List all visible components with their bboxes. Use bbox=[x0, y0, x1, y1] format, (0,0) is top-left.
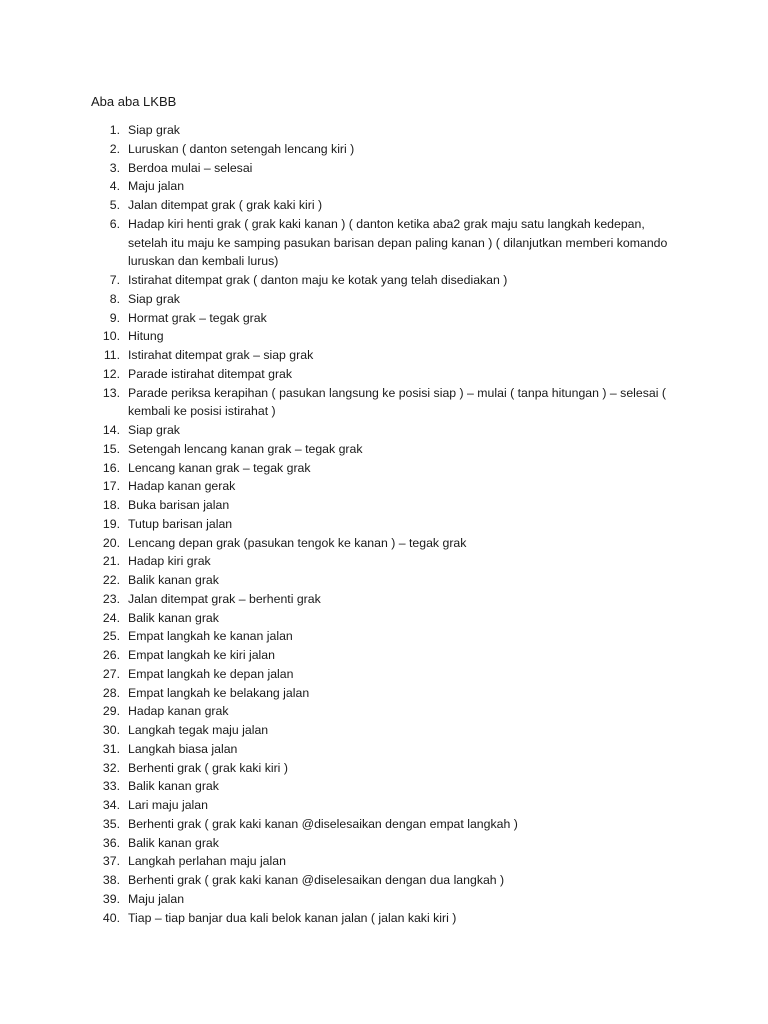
list-item-number: 30. bbox=[102, 723, 120, 737]
list-item-text: Hitung bbox=[128, 329, 164, 344]
list-item-number: 37. bbox=[102, 854, 120, 869]
list-item-number: 39. bbox=[102, 891, 120, 906]
list-item-number: 14. bbox=[102, 423, 120, 437]
list-item-number: 13. bbox=[102, 385, 120, 400]
command-list bbox=[0, 121, 768, 927]
list-item bbox=[0, 159, 768, 178]
list-item-text: Istirahat ditempat grak ( danton maju ke kotak yang telah disediakan ) bbox=[128, 273, 508, 287]
document-title: Aba aba LKBB bbox=[91, 94, 177, 109]
list-item-number: 19. bbox=[102, 516, 120, 531]
list-item-number: 24. bbox=[102, 610, 120, 625]
list-item-number: 31. bbox=[102, 741, 120, 756]
list-item-number: 21. bbox=[102, 554, 120, 569]
list-item-text: Siap grak bbox=[128, 423, 180, 437]
list-item-number: 3. bbox=[109, 160, 120, 175]
list-item bbox=[0, 871, 768, 890]
list-item bbox=[0, 834, 768, 853]
list-item-text: Siap grak bbox=[128, 291, 180, 306]
list-item bbox=[0, 534, 768, 553]
list-item bbox=[0, 759, 768, 778]
list-item-text: Tutup barisan jalan bbox=[128, 516, 233, 531]
list-item bbox=[0, 271, 768, 290]
list-item-number: 5. bbox=[109, 198, 120, 212]
list-item-number: 4. bbox=[109, 179, 120, 194]
list-item-number: 34. bbox=[102, 798, 120, 812]
list-item-text: Berdoa mulai – selesai bbox=[128, 160, 253, 175]
list-item-text: Balik kanan grak bbox=[128, 779, 219, 794]
list-item bbox=[0, 740, 768, 759]
list-item-number: 36. bbox=[102, 835, 120, 850]
list-item bbox=[0, 646, 768, 665]
list-item-text: Berhenti grak ( grak kaki kanan @diselesaikan dengan dua langkah ) bbox=[128, 873, 505, 887]
list-item-text: Balik kanan grak bbox=[128, 573, 219, 587]
list-item bbox=[0, 590, 768, 609]
list-item bbox=[0, 421, 768, 440]
list-item-text: Hormat grak – tegak grak bbox=[128, 310, 267, 325]
list-item bbox=[0, 665, 768, 684]
list-item-text: Hadap kiri grak bbox=[128, 554, 211, 569]
list-item-number: 7. bbox=[109, 273, 120, 287]
list-item-text: Istirahat ditempat grak – siap grak bbox=[128, 348, 314, 362]
list-item-text: Lencang depan grak (pasukan tengok ke kanan ) – tegak grak bbox=[128, 535, 467, 550]
list-item-text: Lari maju jalan bbox=[128, 798, 208, 812]
list-item bbox=[0, 571, 768, 590]
list-item-text: Empat langkah ke kiri jalan bbox=[128, 648, 275, 662]
list-item-number: 25. bbox=[102, 629, 120, 644]
list-item-number: 2. bbox=[109, 141, 120, 156]
list-item bbox=[0, 309, 768, 328]
list-item-text: Empat langkah ke kanan jalan bbox=[128, 629, 293, 644]
list-item-text: Buka barisan jalan bbox=[128, 498, 230, 512]
list-item-text: Setengah lencang kanan grak – tegak grak bbox=[128, 441, 363, 456]
list-item-number: 17. bbox=[102, 479, 120, 494]
list-item-number: 32. bbox=[102, 760, 120, 775]
list-item-text: Tiap – tiap banjar dua kali belok kanan jalan ( jalan kaki kiri ) bbox=[128, 910, 457, 925]
list-item-number: 8. bbox=[109, 291, 120, 306]
list-item bbox=[0, 327, 768, 346]
list-item-text: Parade periksa kerapihan ( pasukan langsung ke posisi siap ) – mulai ( tanpa hitungan ) – selesai ( kembali ke posisi istirahat ) bbox=[128, 385, 666, 419]
list-item bbox=[0, 852, 768, 871]
list-item-text: Langkah perlahan maju jalan bbox=[128, 854, 286, 869]
list-item-number: 38. bbox=[102, 873, 120, 887]
list-item bbox=[0, 440, 768, 459]
list-item bbox=[0, 346, 768, 365]
list-item-number: 16. bbox=[102, 460, 120, 475]
list-item-number: 29. bbox=[102, 704, 120, 719]
list-item bbox=[0, 552, 768, 571]
list-item-number: 9. bbox=[109, 310, 120, 325]
list-item-text: Jalan ditempat grak – berhenti grak bbox=[128, 591, 321, 606]
list-item bbox=[0, 196, 768, 215]
list-item-number: 22. bbox=[102, 573, 120, 587]
list-item-text: Langkah tegak maju jalan bbox=[128, 723, 269, 737]
list-item-number: 12. bbox=[102, 366, 120, 381]
list-item bbox=[0, 796, 768, 815]
list-item-text: Berhenti grak ( grak kaki kanan @diselesaikan dengan empat langkah ) bbox=[128, 816, 518, 831]
list-item-text: Hadap kanan grak bbox=[128, 704, 229, 719]
list-item-number: 10. bbox=[102, 329, 120, 344]
list-item-number: 26. bbox=[102, 648, 120, 662]
list-item bbox=[0, 815, 768, 834]
list-item-number: 15. bbox=[102, 441, 120, 456]
list-item-number: 20. bbox=[102, 535, 120, 550]
list-item-text: Luruskan ( danton setengah lencang kiri ) bbox=[128, 141, 355, 156]
list-item bbox=[0, 477, 768, 496]
list-item bbox=[0, 121, 768, 140]
list-item-number: 18. bbox=[102, 498, 120, 512]
list-item bbox=[0, 215, 768, 271]
list-item-text: Siap grak bbox=[128, 123, 180, 137]
list-item-number: 1. bbox=[109, 123, 120, 137]
list-item bbox=[0, 365, 768, 384]
list-item-text: Hadap kiri henti grak ( grak kaki kanan ) ( danton ketika aba2 grak maju satu langkah kedepan, setelah itu maju ke samping pasukan barisan depan paling kanan ) ( dilanjutkan memberi komando luruskan dan kembali lurus) bbox=[128, 216, 668, 269]
list-item-number: 11. bbox=[103, 348, 120, 362]
list-item-number: 40. bbox=[102, 910, 120, 925]
list-item-text: Maju jalan bbox=[128, 891, 185, 906]
list-item bbox=[0, 684, 768, 703]
list-item-text: Berhenti grak ( grak kaki kiri ) bbox=[128, 760, 288, 775]
list-item-text: Balik kanan grak bbox=[128, 610, 219, 625]
list-item-text: Parade istirahat ditempat grak bbox=[128, 366, 293, 381]
list-item bbox=[0, 140, 768, 159]
list-item bbox=[0, 721, 768, 740]
list-item bbox=[0, 459, 768, 478]
list-item-text: Maju jalan bbox=[128, 179, 185, 194]
list-item bbox=[0, 890, 768, 909]
list-item-text: Hadap kanan gerak bbox=[128, 479, 236, 494]
list-item bbox=[0, 627, 768, 646]
list-item bbox=[0, 777, 768, 796]
list-item-text: Langkah biasa jalan bbox=[128, 741, 238, 756]
list-item bbox=[0, 384, 768, 422]
list-item-number: 27. bbox=[102, 666, 120, 681]
list-item bbox=[0, 496, 768, 515]
list-item-text: Empat langkah ke depan jalan bbox=[128, 666, 294, 681]
list-item-text: Balik kanan grak bbox=[128, 835, 219, 850]
list-item-text: Lencang kanan grak – tegak grak bbox=[128, 460, 311, 475]
list-item bbox=[0, 177, 768, 196]
list-item-number: 23. bbox=[102, 591, 120, 606]
list-item-number: 35. bbox=[102, 816, 120, 831]
list-item bbox=[0, 515, 768, 534]
list-item-text: Empat langkah ke belakang jalan bbox=[128, 685, 310, 700]
list-item-number: 6. bbox=[109, 216, 120, 231]
list-item-text: Jalan ditempat grak ( grak kaki kiri ) bbox=[128, 198, 323, 212]
list-item-number: 28. bbox=[102, 685, 120, 700]
list-item bbox=[0, 290, 768, 309]
list-item-number: 33. bbox=[102, 779, 120, 794]
list-item bbox=[0, 702, 768, 721]
list-item bbox=[0, 609, 768, 628]
list-item bbox=[0, 909, 768, 928]
